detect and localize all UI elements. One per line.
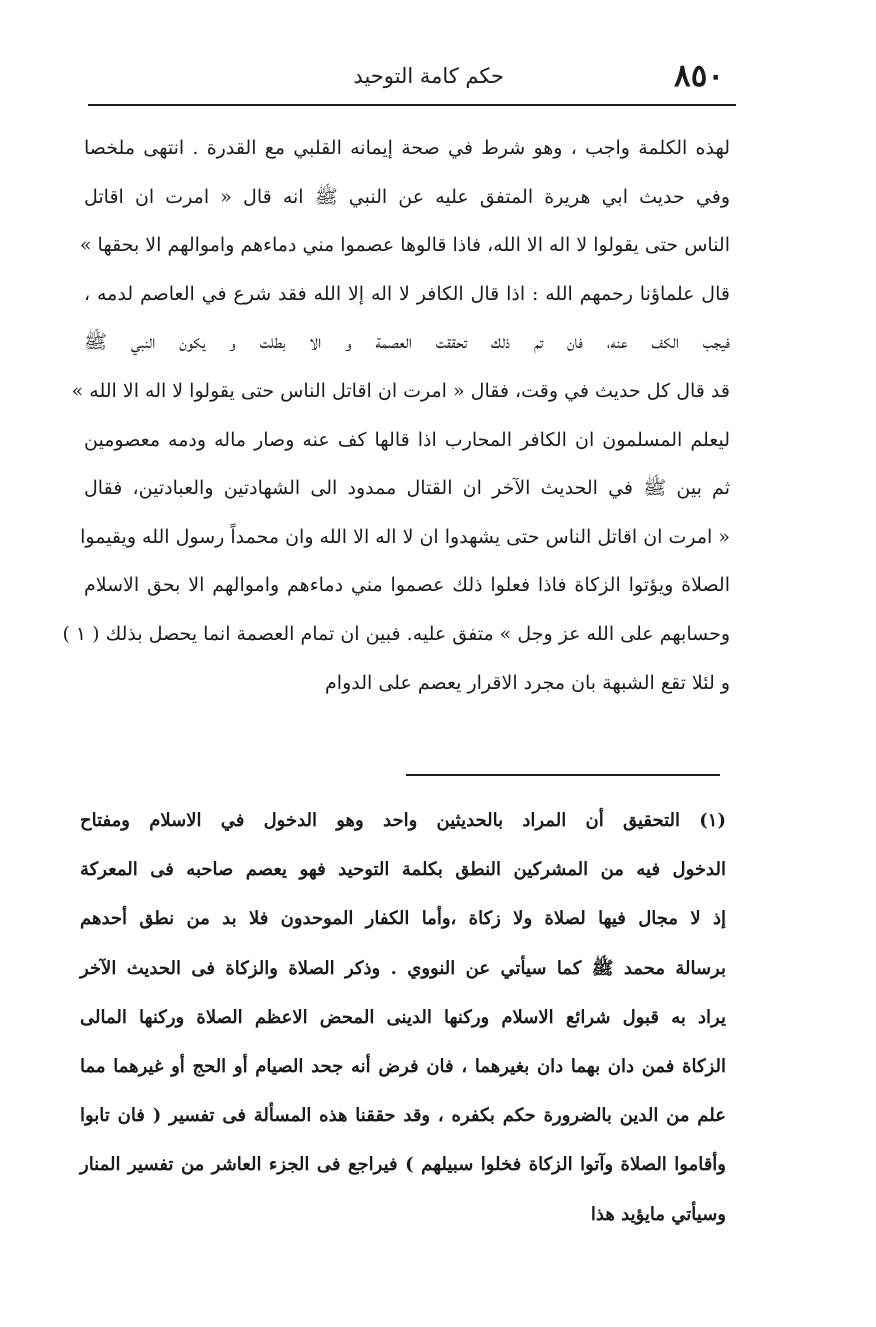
text-line: لهذه الكلمة واجب ، وهو شرط في صحة إيمانه القلبي مع القدرة . انتهى ملخصا bbox=[84, 137, 730, 159]
text-line: الصلاة ويؤتوا الزكاة فاذا فعلوا ذلك عصموا مني دماءهم واموالهم الا بحق الاسلام bbox=[84, 574, 730, 597]
footnote-line: الدخول فيه من المشركين النطق بكلمة التوحيد فهو يعصم صاحبه فى المعركة bbox=[80, 859, 726, 881]
footnote-line: وأقاموا الصلاة وآتوا الزكاة فخلوا سبيلهم ) فيراجع فى الجزء العاشر من تفسير المنار bbox=[80, 1154, 726, 1176]
text-line: « امرت ان اقاتل الناس حتى يشهدوا ان لا اله الا الله وان محمداً رسول الله ويقيموا bbox=[80, 525, 730, 548]
footnote-line: (١) التحقيق أن المراد بالحديثين واحد وهو الدخول في الاسلام ومفتاح bbox=[80, 810, 726, 831]
text-line: ثم بين ﷺ في الحديث الآخر ان القتال ممدود الى الشهادتين والعبادتين، فقال bbox=[84, 477, 730, 500]
page-header bbox=[88, 54, 744, 104]
text-line: قد قال كل حديث في وقت، فقال « امرت ان اقاتل الناس حتى يقولوا لا اله الا الله » bbox=[71, 379, 730, 402]
footnote-line: الزكاة فمن دان بهما دان بغيرهما ، فان فرض أنه جحد الصيام أو الحج أو غيرهما مما bbox=[80, 1056, 726, 1078]
footnote-line: إذ لا مجال فيها لصلاة ولا زكاة ،وأما الكفار الموحدون فلا بد من نطق أحدهم bbox=[80, 908, 726, 930]
footnote-line: برسالة محمد ﷺ كما سيأتي عن النووي . وذكر الصلاة والزكاة فى الحديث الآخر bbox=[80, 957, 726, 979]
text-line: قال علماؤنا رحمهم الله : اذا قال الكافر لا اله إلا الله فقد شرع في العاصم لدمه ، bbox=[84, 282, 730, 305]
footnote-line: وسيأتي مايؤيد هذا bbox=[590, 1203, 726, 1225]
text-line: ليعلم المسلمون ان الكافر المحارب اذا قالها كف عنه وصار ماله ودمه معصومين bbox=[84, 428, 730, 451]
footnote-separator bbox=[406, 774, 720, 776]
header-rule bbox=[88, 104, 736, 106]
page-number: ٨٥٠ bbox=[674, 58, 724, 94]
text-line: و لئلا تقع الشبهة بان مجرد الاقرار يعصم على الدوام bbox=[325, 671, 730, 694]
text-line: وحسابهم على الله عز وجل » متفق عليه. فبين ان تمام العصمة انما يحصل بذلك ( ١ ) bbox=[62, 622, 730, 645]
text-line: وفي حديث ابي هريرة المتفق عليه عن النبي ﷺ انه قال « امرت ان اقاتل bbox=[84, 185, 730, 208]
footnote-line: علم من الدين بالضرورة حكم بكفره ، وقد حققنا هذه المسألة فى تفسير ( فان تابوا bbox=[80, 1105, 726, 1127]
running-title: حكم كامة التوحيد bbox=[353, 64, 504, 88]
footnote bbox=[80, 796, 726, 1239]
text-line: الناس حتى يقولوا لا اله الا الله، فاذا قالوها عصموا مني دماءهم واموالهم الا بحقها » bbox=[79, 234, 730, 257]
main-text bbox=[62, 124, 730, 707]
footnote-line: يراد به قبول شرائع الاسلام وركنها الدينى المحض الاعظم الصلاة وركنها المالى bbox=[80, 1006, 726, 1028]
text-line: فيجب الكف عنه، فان تم ذلك تحققت العصمة و الا بطلت و يكون النبي ﷺ bbox=[84, 331, 730, 354]
